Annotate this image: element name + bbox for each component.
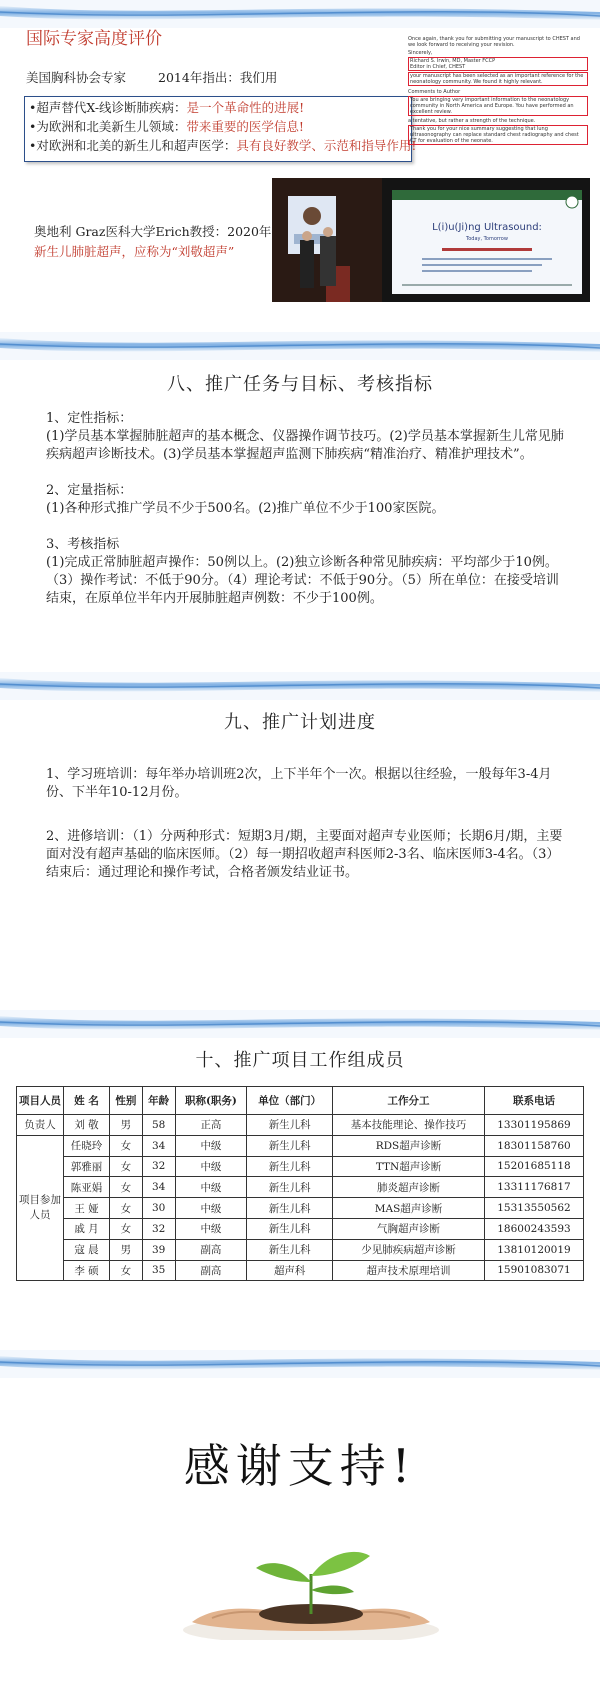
journal-letter-excerpt: Once again, thank you for submitting your manuscript to CHEST and we look forward to receiving your revision. Sincerely, Richard S. Irwin, MD, Master FCCP Editor in Chief, CHEST your manuscript has been selected as an important reference for the neonatology community. We found it highly relevant. Comments to Author You are bringing very important information to the neonatology community in North America and Europe. You have performed an excellent review. a tentative, but rather a strength of the technique. Thank you for your nice summary suggesting that lung ultrasonography can replace standard chest radiography and chest CT for evaluation of the neonate. — [408, 36, 588, 154]
table-row: 郭雅丽 女 32 中级 新生儿科 TTN超声诊断 15201685118 — [17, 1156, 584, 1177]
sub-year: 2014年指出：我们用 — [158, 70, 278, 85]
letter-highlight-1: your manuscript has been selected as an important reference for the neonatology community. We found it highly relevant. — [408, 72, 588, 86]
letter-highlight-2: You are bringing very important information to the neonatology community in North America and Europe. You have performed an excellent review. — [408, 96, 588, 116]
group-members-cell: 项目参加人员 — [17, 1135, 64, 1281]
expert-review-subtitle — [26, 68, 309, 86]
assessment-heading: 3、考核指标 — [46, 537, 120, 552]
assessment-body: (1)完成正常肺脏超声操作：50例以上。(2)独立诊断各种常见肺疾病：平均部少于10例。（3）操作考试：不低于90分。（4）理论考试：不低于90分。（5）所在单位：在接受培训结束，在原单位半年内开展肺脏超声例数：不少于100例。 — [46, 555, 559, 606]
screen-title: L(i)u(Ji)ng Ultrasound: — [432, 222, 542, 233]
section-band-9 — [0, 672, 600, 700]
section-10-title: 十、推广项目工作组成员 — [195, 1050, 405, 1071]
col-header-unit: 单位（部门） — [247, 1087, 333, 1115]
table-row: 王 娅 女 30 中级 新生儿科 MAS超声诊断 15313550562 — [17, 1198, 584, 1219]
qualitative-heading: 1、定性指标： — [46, 411, 133, 426]
table-header-row — [17, 1087, 584, 1115]
table-row: 负责人 刘 敬 男 58 正高 新生儿科 基本技能理论、操作技巧 13301195869 — [17, 1115, 584, 1136]
thanks-heading: 感谢支持! — [183, 1439, 417, 1493]
training-class-text: 1、学习班培训：每年举办培训班2次，上下半年个一次。根据以往经验，一般每年3-4月份、下半年10-12月份。 — [46, 767, 552, 800]
col-header-duty: 工作分工 — [333, 1087, 485, 1115]
table-row: 戚 月 女 32 中级 新生儿科 气胸超声诊断 18600243593 — [17, 1218, 584, 1239]
section-9-title: 九、推广计划进度 — [224, 712, 376, 733]
col-header-phone: 联系电话 — [484, 1087, 583, 1115]
col-header-role-group: 项目人员 — [17, 1087, 64, 1115]
group-leader-cell: 负责人 — [17, 1115, 64, 1136]
seedling-in-hands-image — [182, 1530, 440, 1640]
table-row: 李 硕 女 35 副高 超声科 超声技术原理培训 15901083071 — [17, 1260, 584, 1281]
expert-review-title: 国际专家高度评价 — [26, 29, 162, 49]
graz-professor-quote: 奥地利 Graz医科大学Erich教授：2020年 新生儿肺脏超声，应称为“刘敬超声” — [34, 224, 272, 259]
col-header-name: 姓 名 — [64, 1087, 110, 1115]
col-header-sex: 性别 — [110, 1087, 143, 1115]
table-row: 陈亚娟 女 34 中级 新生儿科 肺炎超声诊断 13311176817 — [17, 1177, 584, 1198]
letter-signature: Richard S. Irwin, MD, Master FCCP Editor in Chief, CHEST — [408, 57, 588, 71]
letter-highlight-3: Thank you for your nice summary suggesting that lung ultrasonography can replace standard chest radiography and chest CT for evaluation of the neonate. — [408, 125, 588, 145]
table-row: 寇 晨 男 39 副高 新生儿科 少见肺疾病超声诊断 13810120019 — [17, 1239, 584, 1260]
evaluation-line-1: •超声替代X-线诊断肺疾病：是一个革命性的进展! — [29, 100, 305, 115]
evaluation-line-3: •对欧洲和北美的新生儿和超声医学：具有良好教学、示范和指导作用! — [29, 138, 417, 153]
screen-subtitle: Today, Tomorrow — [466, 236, 508, 242]
col-header-title: 职称(职务) — [175, 1087, 247, 1115]
quantitative-body: (1)各种形式推广学员不少于500名。(2)推广单位不少于100家医院。 — [46, 501, 445, 516]
advanced-training-text: 2、进修培训：（1）分两种形式：短期3月/期，主要面对超声专业医师；长期6月/期，主要面对没有超声基础的临床医师。（2）每一期招收超声科医师2-3名、临床医师3-4名。（3）结束后：通过理论和操作考试，合格者颁发结业证书。 — [46, 829, 563, 880]
section-band-10 — [0, 1010, 600, 1038]
qualitative-body: (1)学员基本掌握肺脏超声的基本概念、仪器操作调节技巧。(2)学员基本掌握新生儿常见肺疾病超声诊断技术。(3)学员基本掌握超声监测下肺疾病“精准治疗、精准护理技术”。 — [46, 429, 564, 462]
section-band-8 — [0, 332, 600, 360]
evaluation-box — [24, 96, 417, 162]
sub-org: 美国胸科协会专家 — [26, 70, 127, 85]
evaluation-line-2: •为欧洲和北美新生儿领域：带来重要的医学信息! — [29, 119, 304, 134]
col-header-age: 年龄 — [142, 1087, 175, 1115]
section-band-thanks — [0, 1350, 600, 1378]
section-8-body — [46, 410, 566, 608]
team-members-table — [16, 1086, 584, 1281]
conference-photo — [272, 178, 590, 302]
table-row: 项目参加人员 任晓玲 女 34 中级 新生儿科 RDS超声诊断 18301158760 — [17, 1135, 584, 1156]
quantitative-heading: 2、定量指标： — [46, 483, 133, 498]
section-8-title: 八、推广任务与目标、考核指标 — [167, 374, 433, 395]
section-9-body — [46, 766, 566, 882]
